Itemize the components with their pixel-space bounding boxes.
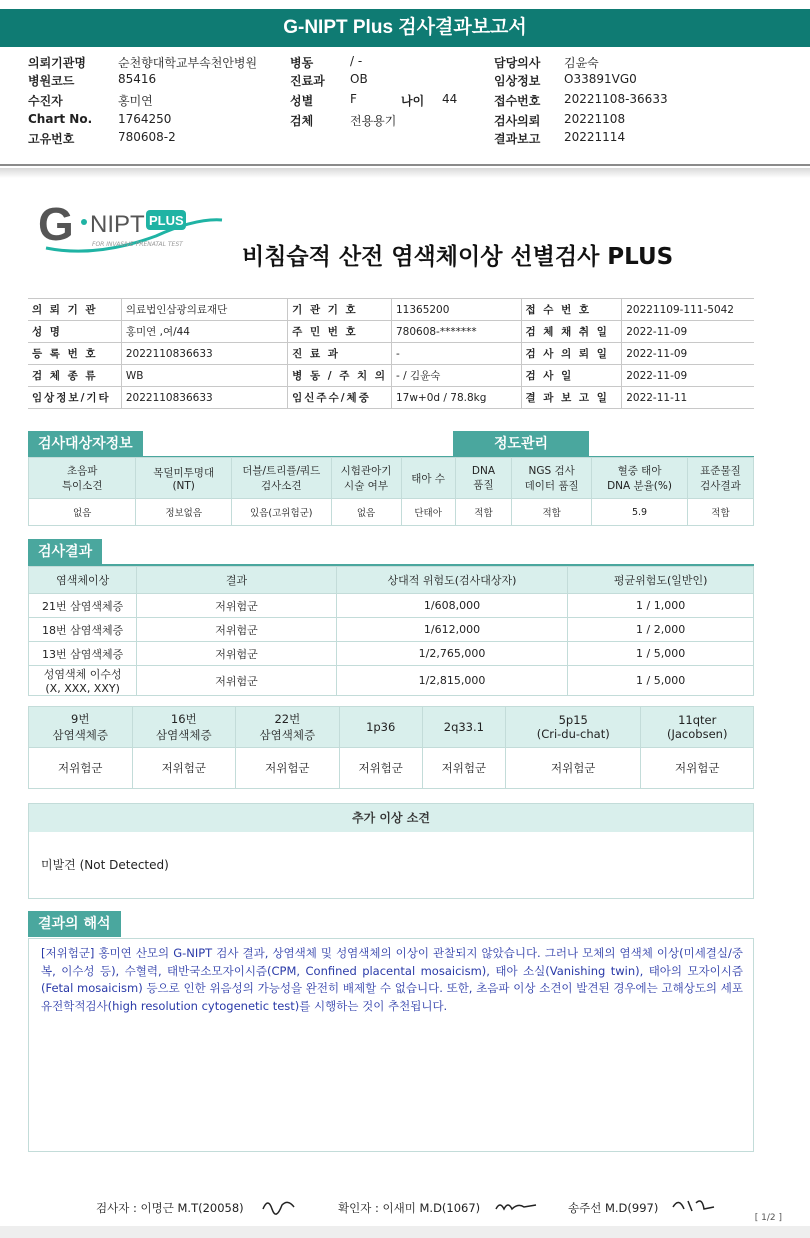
extra-result-row — [29, 748, 754, 789]
header-label: 진료과 — [290, 74, 325, 88]
table-cell: 저위험군 — [137, 594, 336, 618]
column-header: 9번 삼염색체증 — [29, 707, 133, 748]
third-signature — [670, 1195, 716, 1219]
header-value: O33891VG0 — [564, 72, 637, 86]
quality-control-tab: 정도관리 — [453, 431, 589, 457]
header-value: 20221108-36633 — [564, 92, 668, 106]
info-value: WB — [121, 365, 287, 387]
table-cell: 1/608,000 — [336, 594, 568, 618]
header-divider — [0, 164, 810, 166]
info-value: 2022-11-09 — [622, 365, 754, 387]
info-value: 17w+0d / 78.8kg — [391, 387, 521, 409]
header-value: 20221114 — [564, 130, 626, 144]
report-title-bar — [0, 9, 810, 47]
column-header: 초음파 특이소견 — [29, 458, 136, 499]
confirmer-signature — [494, 1195, 538, 1219]
svg-text:G: G — [38, 198, 74, 250]
info-label: 검 사 일 — [521, 365, 622, 387]
table-cell: 단태아 — [401, 499, 455, 526]
examiner-label: 검사자 : 이명근 M.T(20058) — [96, 1201, 244, 1215]
info-value: - / 김윤숙 — [391, 365, 521, 387]
table-cell: 1 / 2,000 — [568, 618, 754, 642]
table-cell: 21번 삼염색체증 — [29, 594, 137, 618]
column-header: 1p36 — [339, 707, 422, 748]
info-label: 검 사 의 뢰 일 — [521, 343, 622, 365]
results-table — [28, 566, 754, 696]
info-value: 780608-******* — [391, 321, 521, 343]
grid-header-row — [29, 707, 754, 748]
info-label: 진 료 과 — [288, 343, 392, 365]
bottom-strip — [0, 1226, 810, 1238]
column-header: 2q33.1 — [422, 707, 505, 748]
age-label: 나이 — [401, 94, 425, 108]
info-row — [28, 343, 754, 365]
header-value: / - — [350, 54, 363, 68]
extra-results-table — [28, 706, 754, 789]
interpretation-box — [28, 938, 754, 1152]
column-header: 상대적 위험도(검사대상자) — [336, 567, 568, 594]
info-label: 주 민 번 호 — [288, 321, 392, 343]
column-header: 목덜미투명대 (NT) — [136, 458, 232, 499]
table-cell: 13번 삼염색체증 — [29, 642, 137, 666]
table-cell: 저위험군 — [137, 666, 336, 696]
additional-findings-box — [28, 803, 754, 899]
info-row — [28, 365, 754, 387]
table-cell: 저위험군 — [422, 748, 505, 789]
table-cell: 성염색체 이수성 (X, XXX, XXY) — [29, 666, 137, 696]
column-header: 염색체이상 — [29, 567, 137, 594]
subject-values-row — [29, 499, 754, 526]
result-row — [29, 618, 754, 642]
table-cell: 1 / 5,000 — [568, 666, 754, 696]
info-row — [28, 387, 754, 409]
info-label: 접 수 번 호 — [521, 299, 622, 321]
info-value: 2022-11-09 — [622, 343, 754, 365]
table-cell: 있음(고위험군) — [232, 499, 332, 526]
info-label: 검 체 종 류 — [28, 365, 121, 387]
info-value: 의료법인삼광의료재단 — [121, 299, 287, 321]
table-cell: 적합 — [512, 499, 592, 526]
table-cell: 5.9 — [592, 499, 688, 526]
info-value: 20221109-111-5042 — [622, 299, 754, 321]
additional-findings-title: 추가 이상 소견 — [29, 804, 753, 832]
column-header: 결과 — [137, 567, 336, 594]
svg-text:PLUS: PLUS — [149, 213, 184, 228]
table-cell: 저위험군 — [641, 748, 754, 789]
info-row — [28, 299, 754, 321]
info-value: 홍미연 ,여/44 — [121, 321, 287, 343]
info-value: 2022110836633 — [121, 387, 287, 409]
result-row — [29, 642, 754, 666]
page-indicator: [ 1/2 ] — [754, 1213, 782, 1223]
info-label: 임상정보/기타 — [28, 387, 121, 409]
column-header: 5p15 (Cri-du-chat) — [505, 707, 640, 748]
result-row — [29, 666, 754, 696]
header-label: 의뢰기관명 — [28, 56, 86, 70]
column-header: 더블/트리플/쿼드 검사소견 — [232, 458, 332, 499]
result-row — [29, 594, 754, 618]
header-label: 병동 — [290, 56, 314, 70]
table-cell: 저위험군 — [132, 748, 236, 789]
table-cell: 1/2,815,000 — [336, 666, 568, 696]
info-value: 2022-11-09 — [622, 321, 754, 343]
header-value: 홍미연 — [118, 94, 153, 108]
table-cell: 적합 — [455, 499, 511, 526]
table-cell: 없음 — [29, 499, 136, 526]
grid-header-row — [29, 458, 754, 499]
interpretation-tab: 결과의 해석 — [28, 911, 121, 937]
header-label: Chart No. — [28, 112, 93, 126]
info-value: 2022-11-11 — [622, 387, 754, 409]
grid-header-row — [29, 567, 754, 594]
third-signer-label: 송주선 M.D(997) — [568, 1201, 659, 1215]
header-label: 병원코드 — [28, 74, 75, 88]
header-label: 접수번호 — [494, 94, 541, 108]
page-edge-shadow — [0, 168, 810, 178]
info-label: 검 체 채 취 일 — [521, 321, 622, 343]
table-cell: 18번 삼염색체증 — [29, 618, 137, 642]
age-value: 44 — [442, 92, 458, 106]
column-header: 22번 삼염색체증 — [236, 707, 340, 748]
svg-text:FOR INVASIVE PRENATAL TEST: FOR INVASIVE PRENATAL TEST — [92, 241, 183, 248]
info-value: - — [391, 343, 521, 365]
header-value: 순천향대학교부속천안병원 — [118, 56, 258, 70]
column-header: 시험관아기 시술 여부 — [331, 458, 401, 499]
header-label: 고유번호 — [28, 132, 75, 146]
column-header: 평균위험도(일반인) — [568, 567, 754, 594]
confirmer-label: 확인자 : 이새미 M.D(1067) — [338, 1201, 481, 1215]
info-value: 2022110836633 — [121, 343, 287, 365]
column-header: 16번 삼염색체증 — [132, 707, 236, 748]
column-header: NGS 검사 데이터 품질 — [512, 458, 592, 499]
specimen-info-table — [28, 298, 754, 409]
table-cell: 정보없음 — [136, 499, 232, 526]
header-label: 검체 — [290, 114, 314, 128]
table-cell: 1/2,765,000 — [336, 642, 568, 666]
header-value: 김윤숙 — [564, 56, 599, 70]
info-label: 임신주수/체중 — [288, 387, 392, 409]
column-header: 혈중 태아 DNA 분율(%) — [592, 458, 688, 499]
header-value: 20221108 — [564, 112, 626, 126]
info-row — [28, 321, 754, 343]
table-cell: 없음 — [331, 499, 401, 526]
additional-findings-value: 미발견 (Not Detected) — [41, 858, 169, 872]
header-value: 전용용기 — [350, 114, 397, 128]
column-header: 표준물질 검사결과 — [687, 458, 753, 499]
table-cell: 1/612,000 — [336, 618, 568, 642]
subject-info-tab: 검사대상자정보 — [28, 431, 143, 457]
table-cell: 저위험군 — [137, 642, 336, 666]
header-label: 성별 — [290, 94, 314, 108]
info-label: 성 명 — [28, 321, 121, 343]
header-label: 수진자 — [28, 94, 63, 108]
table-cell: 1 / 1,000 — [568, 594, 754, 618]
info-label: 의 뢰 기 관 — [28, 299, 121, 321]
header-value: 1764250 — [118, 112, 172, 126]
report-title: G-NIPT Plus 검사결과보고서 — [283, 17, 527, 38]
table-cell: 저위험군 — [29, 748, 133, 789]
table-cell: 저위험군 — [137, 618, 336, 642]
column-header: DNA 품질 — [455, 458, 511, 499]
table-cell: 적합 — [687, 499, 753, 526]
subject-info-table — [28, 457, 754, 526]
info-label: 등 록 번 호 — [28, 343, 121, 365]
table-cell: 저위험군 — [505, 748, 640, 789]
header-label: 검사의뢰 — [494, 114, 541, 128]
examiner-signature — [260, 1195, 300, 1219]
info-label: 병 동 / 주 치 의 — [288, 365, 392, 387]
header-value: 85416 — [118, 72, 157, 86]
header-label: 담당의사 — [494, 56, 541, 70]
info-label: 기 관 기 호 — [288, 299, 392, 321]
gnipt-logo — [36, 196, 226, 256]
results-tab: 검사결과 — [28, 539, 102, 565]
header-value: 780608-2 — [118, 130, 176, 144]
column-header: 11qter (Jacobsen) — [641, 707, 754, 748]
header-value: OB — [350, 72, 368, 86]
interpretation-text: [저위험군] 홍미연 산모의 G-NIPT 검사 결과, 상염색체 및 성염색체의 이상이 관찰되지 않았습니다. 그러나 모체의 염색체 이상(미세결실/중복, 이수성 등), 수혈력, 태반국소모자이시즘(CPM, Confined placental mosaicism), 태아 소실(Vanishing twin), 태아의 모자이시즘(Fetal mosaicism) 등으로 인한 위음성의 가능성을 완전히 배제할 수 없습니다. 또한, 초음파 이상 소견이 발견된 경우에는 고해상도의 세포유전학적검사(high resolution cytogenetic test)를 시행하는 것이 추천됩니다. — [41, 946, 743, 1013]
header-label: 결과보고 — [494, 132, 541, 146]
table-cell: 1 / 5,000 — [568, 642, 754, 666]
info-value: 11365200 — [391, 299, 521, 321]
info-label: 결 과 보 고 일 — [521, 387, 622, 409]
column-header: 태아 수 — [401, 458, 455, 499]
table-cell: 저위험군 — [339, 748, 422, 789]
header-label: 임상정보 — [494, 74, 541, 88]
header-value: F — [350, 92, 357, 106]
svg-text:NIPT: NIPT — [90, 211, 145, 238]
document-title: 비침습적 산전 염색체이상 선별검사 PLUS — [242, 244, 674, 270]
table-cell: 저위험군 — [236, 748, 340, 789]
